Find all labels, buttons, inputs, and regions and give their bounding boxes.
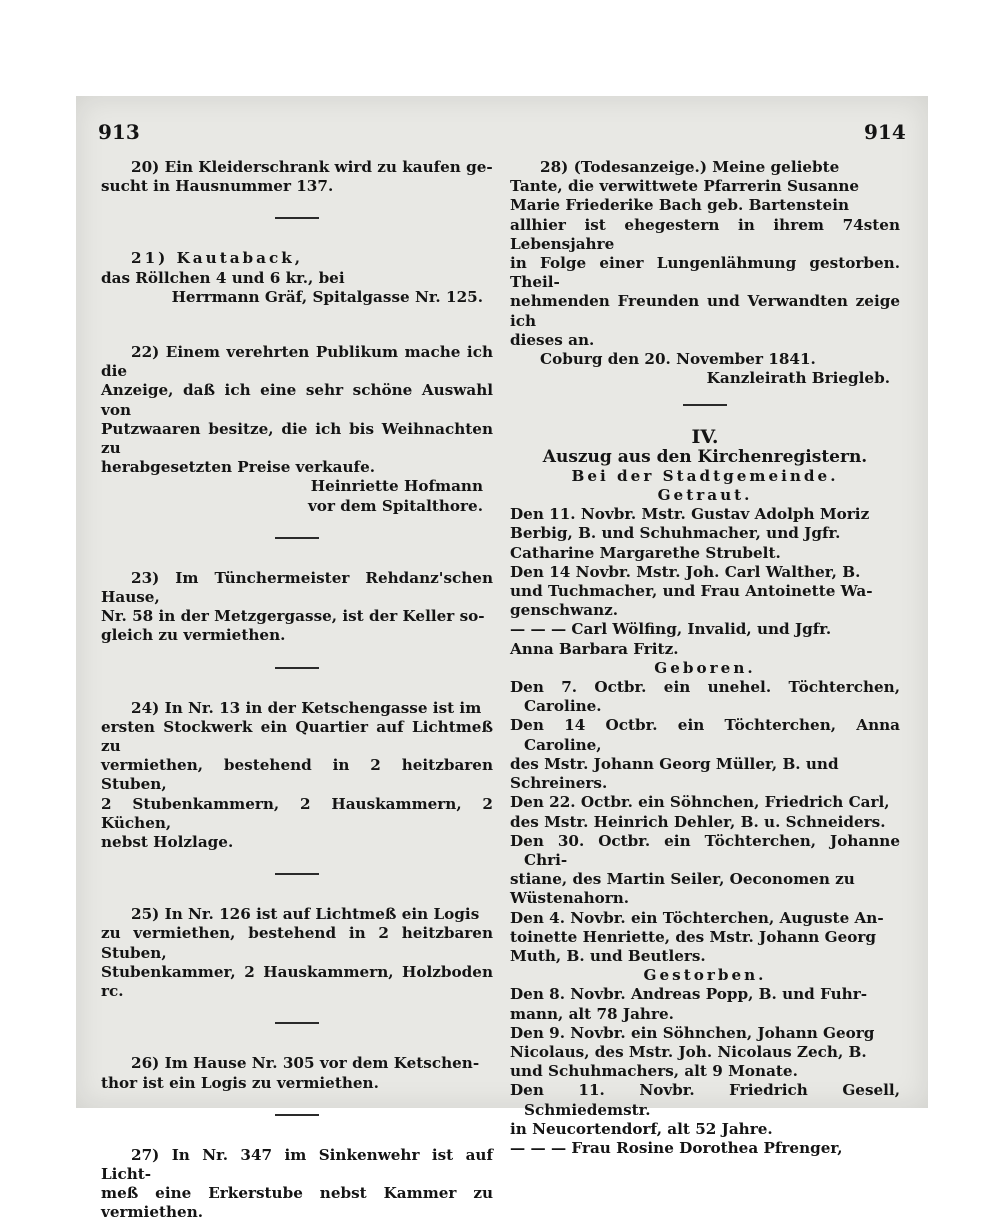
ad-21 — [101, 249, 493, 307]
gestorben-heading: Gestorben. — [643, 966, 767, 985]
text-line: Den 4. Novbr. ein Töchterchen, Auguste An- — [510, 908, 884, 927]
text-line: Den 9. Novbr. ein Söhnchen, Johann Georg — [510, 1023, 875, 1042]
text-line: 26) Im Hause Nr. 305 vor dem Ketschen- — [131, 1054, 480, 1073]
parish-heading: Bei der Stadtgemeinde. — [571, 466, 839, 485]
text-line: ersten Stockwerk ein Quartier auf Lichtmeß zu — [101, 717, 493, 756]
text-line: 23) Im Tünchermeister Rehdanz'schen Hause, — [101, 568, 493, 607]
signature: vor dem Spitalthore. — [307, 496, 483, 515]
separator-rule — [683, 404, 727, 406]
text-line: allhier ist ehegestern in ihrem 74sten Lebensjahre — [510, 215, 900, 253]
separator-rule — [275, 217, 319, 219]
text-line: herabgesetzten Preise verkaufe. — [101, 458, 376, 477]
ad-28 — [510, 158, 900, 388]
text-line: Berbig, B. und Schuhmacher, und Jgfr. — [510, 524, 841, 543]
text-line: 22) Einem verehrten Publikum mache ich die — [101, 343, 493, 381]
register-entry — [510, 985, 900, 1023]
text-line: Den 8. Novbr. Andreas Popp, B. und Fuhr- — [510, 985, 867, 1004]
text-line: Anna Barbara Fritz. — [510, 639, 679, 658]
text-line: nehmenden Freunden und Verwandten zeige ich — [510, 292, 900, 330]
register-entry — [510, 505, 900, 563]
ad-27 — [101, 1146, 493, 1223]
text-line: Den 11. Novbr. Friedrich Gesell, Schmiedemstr. — [510, 1081, 900, 1119]
text-line: Stubenkammer, 2 Hauskammern, Holzboden rc. — [101, 962, 493, 1001]
register-entry — [510, 1024, 900, 1082]
text-line: Anzeige, daß ich eine sehr schöne Auswahl von — [101, 381, 493, 419]
text-line: des Mstr. Heinrich Dehler, B. u. Schneiders. — [510, 812, 886, 831]
page-number-right: 914 — [864, 120, 906, 144]
text-line: thor ist ein Logis zu vermiethen. — [101, 1073, 379, 1092]
text-line: Catharine Margarethe Strubelt. — [510, 543, 781, 562]
getraut-list — [510, 505, 900, 659]
register-entry — [510, 620, 900, 658]
text-line: mann, alt 78 Jahre. — [510, 1004, 674, 1023]
right-column — [510, 158, 900, 1158]
ad-22 — [101, 343, 493, 516]
register-entry — [510, 1081, 900, 1139]
text-line: in Folge einer Lungenlähmung gestorben. Theil- — [510, 254, 900, 292]
text-line: in Neucortendorf, alt 52 Jahre. — [510, 1119, 773, 1138]
section-number: IV. — [691, 426, 719, 449]
register-entry — [510, 793, 900, 831]
ad-25 — [101, 905, 493, 1001]
text-line: Muth, B. und Beutlers. — [510, 946, 706, 965]
text-line: Den 7. Octbr. ein unehel. Töchterchen, Caroline. — [510, 678, 900, 716]
text-line: 2 Stubenkammern, 2 Hauskammern, 2 Küchen, — [101, 794, 493, 832]
ad-23 — [101, 569, 493, 646]
text-line: Den 30. Octbr. ein Töchterchen, Johanne Chri- — [510, 831, 900, 869]
geboren-heading: Geboren. — [654, 658, 756, 677]
text-line: Nicolaus, des Mstr. Joh. Nicolaus Zech, B. — [510, 1042, 867, 1061]
text-line: meß eine Erkerstube nebst Kammer zu vermiethen. — [101, 1184, 493, 1222]
gestorben-list — [510, 985, 900, 1158]
signature: Herrmann Gräf, Spitalgasse Nr. 125. — [171, 287, 483, 306]
ad-26 — [101, 1054, 493, 1092]
separator-rule — [275, 1022, 319, 1024]
signature: Heinriette Hofmann — [310, 477, 483, 496]
separator-rule — [275, 537, 319, 539]
signature: Kanzleirath Briegleb. — [706, 369, 890, 388]
text-line: Den 11. Novbr. Mstr. Gustav Adolph Moriz — [510, 505, 870, 524]
text-line: genschwanz. — [510, 601, 619, 620]
register-entry — [510, 1139, 900, 1158]
register-entry — [510, 909, 900, 967]
geboren-list — [510, 678, 900, 966]
text-line: Nr. 58 in der Metzgergasse, ist der Keller so- — [101, 607, 485, 626]
separator-rule — [275, 873, 319, 875]
text-line: das Röllchen 4 und 6 kr., bei — [101, 268, 345, 287]
separator-rule — [275, 1114, 319, 1116]
text-line: stiane, des Martin Seiler, Oeconomen zu — [510, 870, 855, 889]
text-line: und Schuhmachers, alt 9 Monate. — [510, 1062, 798, 1081]
register-entry — [510, 832, 900, 909]
text-line: — — — Frau Rosine Dorothea Pfrenger, — [510, 1138, 843, 1157]
dateline: Coburg den 20. November 1841. — [540, 350, 816, 369]
text-line: 24) In Nr. 13 in der Ketschengasse ist im — [131, 698, 482, 717]
left-column — [101, 158, 493, 1223]
text-line: toinette Henriette, des Mstr. Johann Georg — [510, 927, 876, 946]
text-line: nebst Holzlage. — [101, 833, 234, 852]
text-line: gleich zu vermiethen. — [101, 626, 286, 645]
separator-rule — [275, 667, 319, 669]
ad-24 — [101, 699, 493, 853]
text-line: 25) In Nr. 126 ist auf Lichtmeß ein Logis — [131, 905, 480, 924]
register-entry — [510, 716, 900, 793]
text-line: Den 14 Octbr. ein Töchterchen, Anna Caroline, — [510, 716, 900, 754]
section-title: Auszug aus den Kirchenregistern. — [542, 446, 868, 467]
text-line: vermiethen, bestehend in 2 heitzbaren Stuben, — [101, 756, 493, 794]
text-line: Schreiners. — [510, 774, 608, 793]
text-line: Marie Friederike Bach geb. Bartenstein — [510, 196, 850, 215]
text-line: 21) Kautaback, — [131, 249, 304, 268]
text-line: sucht in Hausnummer 137. — [101, 177, 334, 196]
text-line: Putzwaaren besitze, die ich bis Weihnachten zu — [101, 419, 493, 458]
page-number-left: 913 — [98, 120, 140, 144]
text-line: des Mstr. Johann Georg Müller, B. und — [510, 754, 839, 773]
text-line: und Tuchmacher, und Frau Antoinette Wa- — [510, 582, 873, 601]
text-line: zu vermiethen, bestehend in 2 heitzbaren Stuben, — [101, 924, 493, 962]
register-entry — [510, 563, 900, 621]
ad-20 — [101, 158, 493, 196]
getraut-heading: Getraut. — [657, 486, 753, 505]
text-line: 20) Ein Kleiderschrank wird zu kaufen ge- — [131, 158, 493, 176]
text-line: Wüstenahorn. — [510, 889, 630, 908]
text-line: dieses an. — [510, 330, 595, 349]
text-line: 27) In Nr. 347 im Sinkenwehr ist auf Licht- — [101, 1145, 493, 1183]
text-line: Tante, die verwittwete Pfarrerin Susanne — [510, 177, 860, 196]
text-line: 28) (Todesanzeige.) Meine geliebte — [540, 158, 840, 176]
text-line: — — — Carl Wölfing, Invalid, und Jgfr. — [510, 620, 832, 639]
text-line: Den 22. Octbr. ein Söhnchen, Friedrich Carl, — [510, 793, 890, 812]
register-entry — [510, 678, 900, 716]
text-line: Den 14 Novbr. Mstr. Joh. Carl Walther, B. — [510, 562, 861, 581]
